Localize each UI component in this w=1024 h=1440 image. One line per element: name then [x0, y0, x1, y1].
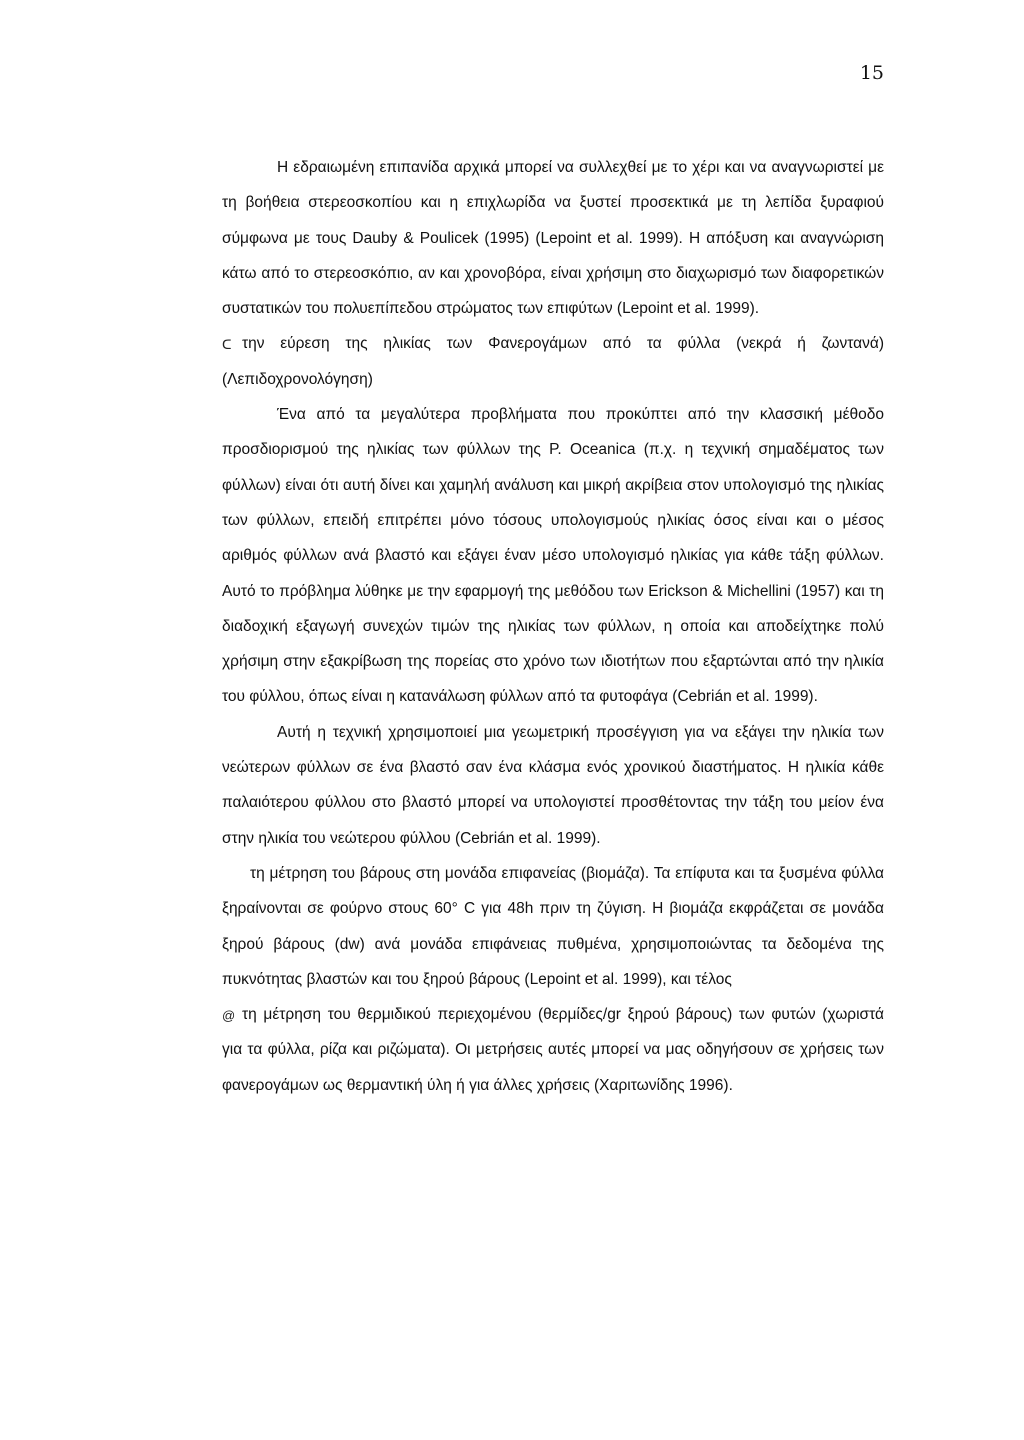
paragraph-geometric-approach: Αυτή η τεχνική χρησιμοποιεί μια γεωμετρική προσέγγιση για να εξάγει την ηλικία των νεώτερων φύλλων σε ένα βλαστό σαν ένα κλάσμα ενός χρονικού διαστήματος. Η ηλικία κάθε παλαιότερου φύλλου στο βλαστό μπορεί να υπολογιστεί προσθέτοντας την τάξη του μείον ένα στην ηλικία του νεώτερου φύλλου (Cebrián et al. 1999).	[222, 723, 884, 847]
paragraph-calories-text: τη μέτρηση του θερμιδικού περιεχομένου (θερμίδες/gr ξηρού βάρους) των φυτών (χωριστά για τα φύλλα, ρίζα και ριζώματα). Οι μετρήσεις αυτές μπορεί να μας οδηγήσουν σε χρήσεις των φανερογάμων ως θερμαντική ύλη ή για άλλες χρήσεις (Χαριτωνίδης 1996).	[222, 1006, 884, 1094]
document-body	[222, 150, 884, 1103]
paragraph-leaf-age	[222, 326, 884, 397]
paragraph-biomass: τη μέτρηση του βάρους στη μονάδα επιφανείας (βιομάζα). Τα επίφυτα και τα ξυσμένα φύλλα ξηραίνονται σε φούρνο στους 60° C για 48h πριν τη ζύγιση. Η βιομάζα εκφράζεται σε μονάδα ξηρού βάρους (dw) ανά μονάδα επιφάνειας πυθμένα, χρησιμοποιώντας τα δεδομένα της πυκνότητας βλαστών και του ξηρού βάρους (Lepoint et al. 1999), και τέλος	[222, 864, 884, 988]
page-number: 15	[859, 62, 884, 84]
at-sign-bullet-icon: @	[222, 1008, 236, 1024]
hook-bullet-icon: ᑕ	[222, 337, 232, 353]
paragraph-leaf-age-text: την εύρεση της ηλικίας των Φανερογάμων από τα φύλλα (νεκρά ή ζωντανά) (Λεπιδοχρονολόγηση)	[222, 335, 884, 388]
paragraph-method-problem: Ένα από τα μεγαλύτερα προβλήματα που προκύπτει από την κλασσική μέθοδο προσδιορισμού της ηλικίας των φύλλων της P. Oceanica (π.χ. η τεχνική σημαδέματος των φύλλων) είναι ότι αυτή δίνει και χαμηλή ανάλυση και μικρή ακρίβεια στον υπολογισμό της ηλικίας των φύλλων, επειδή επιτρέπει μόνο τόσους υπολογισμούς ηλικίας όσος είναι και ο μέσος αριθμός φύλλων ανά βλαστό και εξάγει έναν μέσο υπολογισμό ηλικίας για κάθε τάξη φύλλων. Αυτό το πρόβλημα λύθηκε με την εφαρμογή της μεθόδου των Erickson & Michellini (1957) και τη διαδοχική εξαγωγή συνεχών τιμών της ηλικίας των φύλλων, η οποία και αποδείχτηκε πολύ χρήσιμη στην εξακρίβωση της πορείας στο χρόνο των ιδιοτήτων που εξαρτώνται από την ηλικία του φύλλου, όπως είναι η κατανάλωση φύλλων από τα φυτοφάγα (Cebrián et al. 1999).	[222, 406, 884, 706]
paragraph-epiphytes: Η εδραιωμένη επιπανίδα αρχικά μπορεί να συλλεχθεί με το χέρι και να αναγνωριστεί με τη βοήθεια στερεοσκοπίου και η επιχλωρίδα να ξυστεί προσεκτικά με τη λεπίδα ξυραφιού σύμφωνα με τους Dauby & Poulicek (1995) (Lepoint et al. 1999). Η απόξυση και αναγνώριση κάτω από το στερεοσκόπιο, αν και χρονοβόρα, είναι χρήσιμη στο διαχωρισμό των διαφορετικών συστατικών του πολυεπίπεδου στρώματος των επιφύτων (Lepoint et al. 1999).	[222, 159, 884, 318]
paragraph-calories	[222, 997, 884, 1103]
